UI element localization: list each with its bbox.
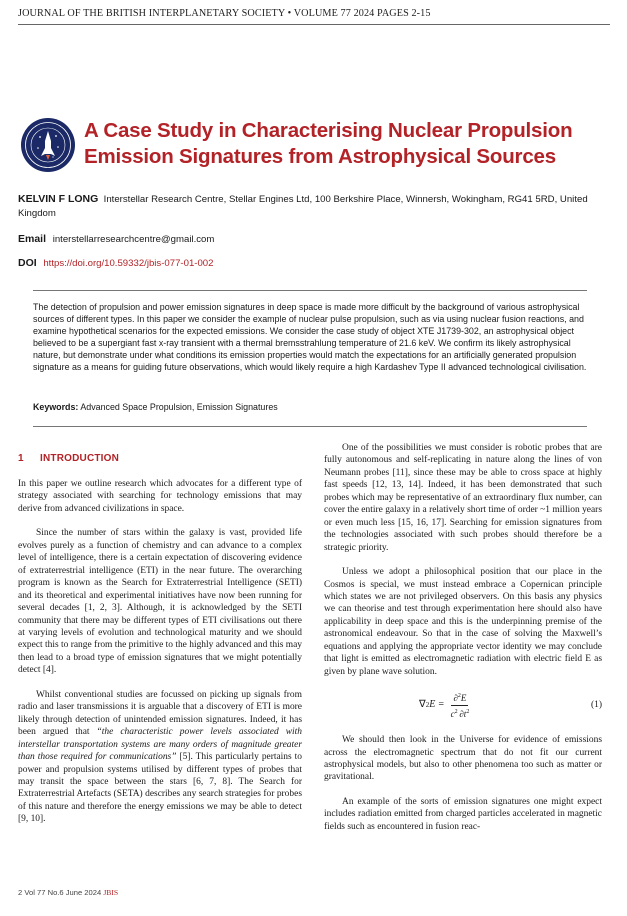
keywords-label: Keywords: <box>33 402 79 412</box>
abstract-bottom-divider <box>33 426 587 427</box>
section-heading <box>18 453 119 464</box>
issue-info: Vol 77 No.6 June 2024 <box>24 888 102 897</box>
paragraph <box>18 689 302 826</box>
paragraph: Since the number of stars within the galaxy is vast, provided life evolves purely as a function of chemistry and can advance to a complex level of intelligence, there is a certain expectation of discovering evidence of extraterrestrial intelligence (ETI) in the near future. The overarching program is known as the Search for Extraterrestrial Intelligence (SETI) and its theoretical and experimental initiatives have now been running for several decades [1, 2, 3]. Although, it is acknowledged by the SETI community that there may be different types of ETI civilisations out there at varying levels of evolution and technological maturity and we should expect this to range from the primitive to the highly advanced and this may then lead to a broad type of emission signatures that we might potentially detect [4]. <box>18 528 302 676</box>
email-label: Email <box>18 233 47 245</box>
keywords: Advanced Space Propulsion, Emission Signatures <box>80 402 278 412</box>
section-number: 1 <box>18 453 24 464</box>
title-line-1: A Case Study in Characterising Nuclear Propulsion <box>84 119 573 142</box>
keywords-line <box>33 402 278 412</box>
author-affiliation: Interstellar Research Centre, Stellar Engines Ltd, 100 Berkshire Place, Winnersh, Wokingham, RG41 5RD, United Kingdom <box>18 194 588 219</box>
header-divider <box>18 24 610 25</box>
page-number: 2 <box>18 888 23 897</box>
wave-equation: ∇ 2 E = $\frac{\partial^2E}{c^2 \partial t^2}$ <box>419 690 471 720</box>
column-right <box>324 442 602 845</box>
abstract-top-divider <box>33 290 587 291</box>
title-line-2: Emission Signatures from Astrophysical Sources <box>84 145 556 168</box>
doi-label: DOI <box>18 257 37 269</box>
email-address[interactable]: interstellarresearchcentre@gmail.com <box>52 234 215 245</box>
paragraph: An example of the sorts of emission signatures one might expect includes radiation emitted from charged particles accelerated in magnetic fields such as encountered in fusion reac- <box>324 796 602 832</box>
paragraph: Unless we adopt a philosophical position that our place in the Cosmos is special, we must instead embrace a Copernican principle which states we are not privileged observers. On this basis any physics we can theorise and test through experimentation here should also have applicability in deep space and this is the underpinning premise of the astronomical endeavour. So that in the case of solving the Maxwell’s equations and applying the appropriate vector identity we may conclude that light is emitted as electromagnetic radiation with electric field E as given by plane wave solution. <box>324 567 602 677</box>
page-footer <box>18 888 118 897</box>
paragraph: One of the possibilities we must consider is robotic probes that are fully autonomous and self-replicating in nature along the lines of von Neumann probes [11], since these may be able to cross space at highly fast speeds [12, 13, 14]. Indeed, it has been demonstrated that such probes which may be representative of an extraordinary flux number, can cover the entire galaxy in a relatively short time of order ~1 million years or even much less [15, 16, 17]. Searching for emission signatures from the technologies associated with such probes should therefore be a strategic priority. <box>324 443 602 553</box>
paragraph: We should then look in the Universe for evidence of emissions across the electromagnetic spectrum that do not fit our current astrophysical models, but also to other phenomena too such as matter or gravitational. <box>324 735 602 783</box>
paragraph: In this paper we outline research which advocates for a different type of strategy associated with searching for technology emissions that may derive from advanced civilizations in space. <box>18 479 302 514</box>
society-logo-icon <box>20 117 76 173</box>
doi-line <box>18 257 213 269</box>
author-name: KELVIN F LONG <box>18 193 99 205</box>
paper-title <box>84 118 604 170</box>
equation-number: (1) <box>590 699 602 710</box>
journal-brand: JBIS <box>103 888 119 897</box>
equation-1 <box>324 690 602 720</box>
quotation: “the characteristic power levels associated with interstellar transportation systems are many orders of magnitude greater than those required for communications” <box>18 727 302 763</box>
abstract: The detection of propulsion and power emission signatures in deep space is made more difficult by the background of various astrophysical sources of different types. In this paper we consider the example of nuclear pulse propulsion, such as via using nuclear fusion reactions, and examine hypothetical scenarios for the expected emissions. We consider the case study of object XTE J1739-302, an astrophysical object believed to be a supergiant fast x-ray transient with a thermal bremsstrahlung temperature of 21.6 keV. We confirm its likely astrophysical nature, but demonstrate under what conditions its emission properties would match the expectations for an artificially generated propulsion signature as a means for guiding future observations, which would likely require a high Kardashev Type II advanced technological civilisation. <box>33 302 587 373</box>
author-block <box>18 193 608 220</box>
paragraph-text: Whilst conventional studies are focussed on picking up signals from radio and laser transmissions it is arguable that a discovery of ETI is more likely through detection of unintended emission signatures. Indeed, it has been argued that <box>18 689 302 738</box>
journal-header: JOURNAL OF THE BRITISH INTERPLANETARY SOCIETY • VOLUME 77 2024 PAGES 2-15 <box>18 8 431 19</box>
section-title: INTRODUCTION <box>40 453 120 464</box>
email-line <box>18 233 214 245</box>
doi-link[interactable]: https://doi.org/10.59332/jbis-077-01-002 <box>43 258 214 269</box>
column-left <box>18 478 302 838</box>
paragraph-text: [5]. This particularly pertains to power and propulsion systems utilised by different types of probes that may transit the space between the stars [6, 7, 8]. The Search for Extraterrestrial Artefacts (SETA) describes any search strategies for probes of this nature and therefore the energy emissions we may be able to detect [9, 10]. <box>18 752 302 825</box>
